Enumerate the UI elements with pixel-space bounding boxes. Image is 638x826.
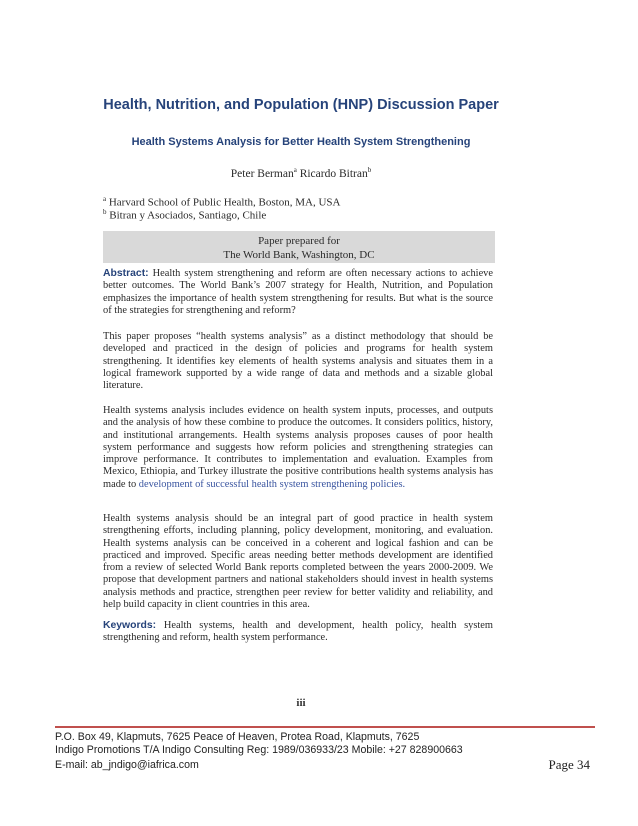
author-name: Peter Berman — [230, 167, 294, 180]
page-number: Page 34 — [548, 757, 590, 772]
affiliation-a — [103, 195, 340, 209]
abstract-label: Abstract: — [103, 268, 149, 279]
scanned-paper-page — [100, 85, 502, 715]
footer-divider — [55, 726, 595, 728]
paragraph-3-text: Health systems analysis includes evidence on health system inputs, processes, and outputs and the analysis of how these combine to produce the outcomes. It considers politics, history, and institutional arrangements. Health systems analysis proposes causes of poor health system performance and suggests how reform policies and strengthening strategies can improve performance. It contributes to implementation and evaluation. Examples from Mexico, Ethiopia, and Turkey illustrate the positive contributions health systems analysis has made to — [103, 405, 493, 490]
authors-line — [100, 166, 502, 180]
keywords-text: Health systems, health and development, health policy, health system strengthening and reform, health system performance. — [103, 620, 493, 644]
author-mark: b — [367, 166, 372, 174]
keywords-paragraph — [103, 620, 493, 645]
affiliation-b — [103, 208, 266, 222]
paragraph-2: This paper proposes “health systems analysis” as a distinct methodology that should be developed and practiced in the design of policies and programs for health system strengthening. It identifies key elements of health systems analysis and situates them in a logical framework supported by a wide range of data and methods and a sizable global literature. — [103, 331, 493, 392]
affiliation-mark: a — [103, 195, 107, 203]
paragraph-3-link[interactable]: development of successful health system strengthening policies. — [138, 478, 406, 490]
footer-registration: Indigo Promotions T/A Indigo Consulting Reg: 1989/036933/23 Mobile: +27 828900663 — [55, 744, 463, 756]
footer-email: E-mail: ab_jndigo@iafrica.com — [55, 759, 199, 771]
prepared-for-line1: Paper prepared for — [258, 235, 340, 247]
affiliation-text: Bitran y Asociados, Santiago, Chile — [109, 209, 267, 222]
abstract-paragraph — [103, 268, 493, 317]
prepared-for-box — [103, 231, 495, 263]
author-mark: a — [293, 166, 297, 174]
footer-address: P.O. Box 49, Klapmuts, 7625 Peace of Heaven, Protea Road, Klapmuts, 7625 — [55, 731, 420, 743]
paragraph-4: Health systems analysis should be an integral part of good practice in health system strengthening efforts, including planning, policy development, monitoring, and evaluation. Health systems analysis can be conceived in a coherent and logical fashion and can be practiced and improved. Specific areas needing better methods development are identified from a review of selected World Bank reports completed between the years 2000-2009. We propose that development partners and national stakeholders should invest in health systems analysis methods and practice, strengthen peer review for better validity and reliability, and help build capacity in client countries in this area. — [103, 513, 493, 611]
roman-page-number: iii — [296, 697, 306, 709]
author-name: Ricardo Bitran — [299, 167, 368, 180]
keywords-label: Keywords: — [103, 620, 157, 631]
series-title: Health, Nutrition, and Population (HNP) Discussion Paper — [103, 97, 499, 113]
paper-title: Health Systems Analysis for Better Health System Strengthening — [131, 136, 471, 148]
abstract-text: Health system strengthening and reform are often necessary actions to achieve better outcomes. The World Bank’s 2007 strategy for Health, Nutrition, and Population emphasizes the importance of health system strengthening for results. But what is the source of the strategies for strengthening and reform? — [103, 268, 493, 316]
affiliation-text: Harvard School of Public Health, Boston, MA, USA — [108, 196, 341, 209]
prepared-for-line2: The World Bank, Washington, DC — [223, 249, 375, 261]
affiliation-mark: b — [103, 208, 107, 216]
paragraph-3 — [103, 405, 493, 491]
